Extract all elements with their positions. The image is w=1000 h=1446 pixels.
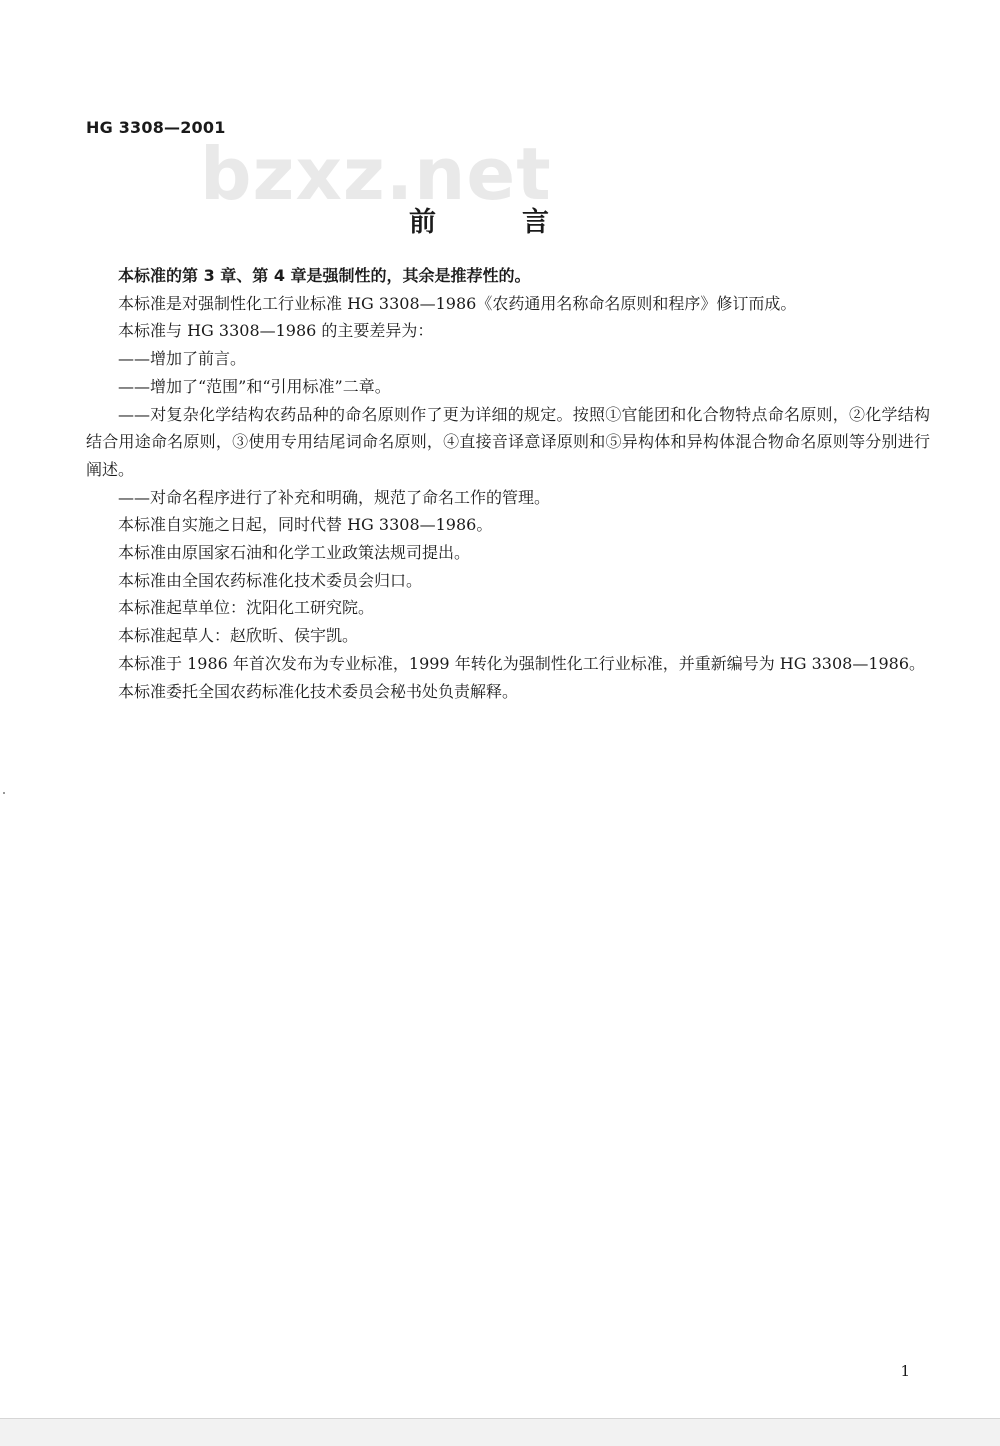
paragraph: ——增加了前言。 xyxy=(118,349,247,369)
paragraph: 本标准起草人：赵欣昕、侯宇凯。 xyxy=(118,626,359,646)
watermark: bzxz.net xyxy=(200,132,552,216)
scan-speck xyxy=(3,792,5,794)
paragraph: 本标准的第 3 章、第 4 章是强制性的，其余是推荐性的。 xyxy=(118,266,531,285)
paragraph: 本标准自实施之日起，同时代替 HG 3308—1986。 xyxy=(118,515,493,535)
paragraph: 本标准于 1986 年首次发布为专业标准，1999 年转化为强制性化工行业标准，并重新编号为 HG 3308—1986。 xyxy=(118,653,926,673)
paragraph: 本标准与 HG 3308—1986 的主要差异为： xyxy=(118,321,434,341)
foreword-body xyxy=(86,262,930,705)
standard-code: HG 3308—2001 xyxy=(86,118,226,137)
paragraph: ——对复杂化学结构农药品种的命名原则作了更为详细的规定。按照①官能团和化合物特点命名原则，②化学结构结合用途命名原则，③使用专用结尾词命名原则，④直接音译意译原则和⑤异构体和异构体混合物命名原则等分别进行阐述。 xyxy=(86,404,930,479)
page-title: 前言 xyxy=(409,207,635,238)
paragraph: ——增加了“范围”和“引用标准”二章。 xyxy=(118,376,391,396)
paragraph: 本标准是对强制性化工行业标准 HG 3308—1986《农药通用名称命名原则和程序》修订而成。 xyxy=(118,293,797,313)
paragraph: 本标准委托全国农药标准化技术委员会秘书处负责解释。 xyxy=(118,681,519,701)
paragraph: 本标准由原国家石油和化学工业政策法规司提出。 xyxy=(118,543,471,563)
paragraph: 本标准由全国农药标准化技术委员会归口。 xyxy=(118,570,423,590)
paragraph: ——对命名程序进行了补充和明确，规范了命名工作的管理。 xyxy=(118,487,551,507)
page-number: 1 xyxy=(900,1362,910,1380)
viewer-bottom-strip xyxy=(0,1418,1000,1446)
paragraph: 本标准起草单位：沈阳化工研究院。 xyxy=(118,598,375,618)
